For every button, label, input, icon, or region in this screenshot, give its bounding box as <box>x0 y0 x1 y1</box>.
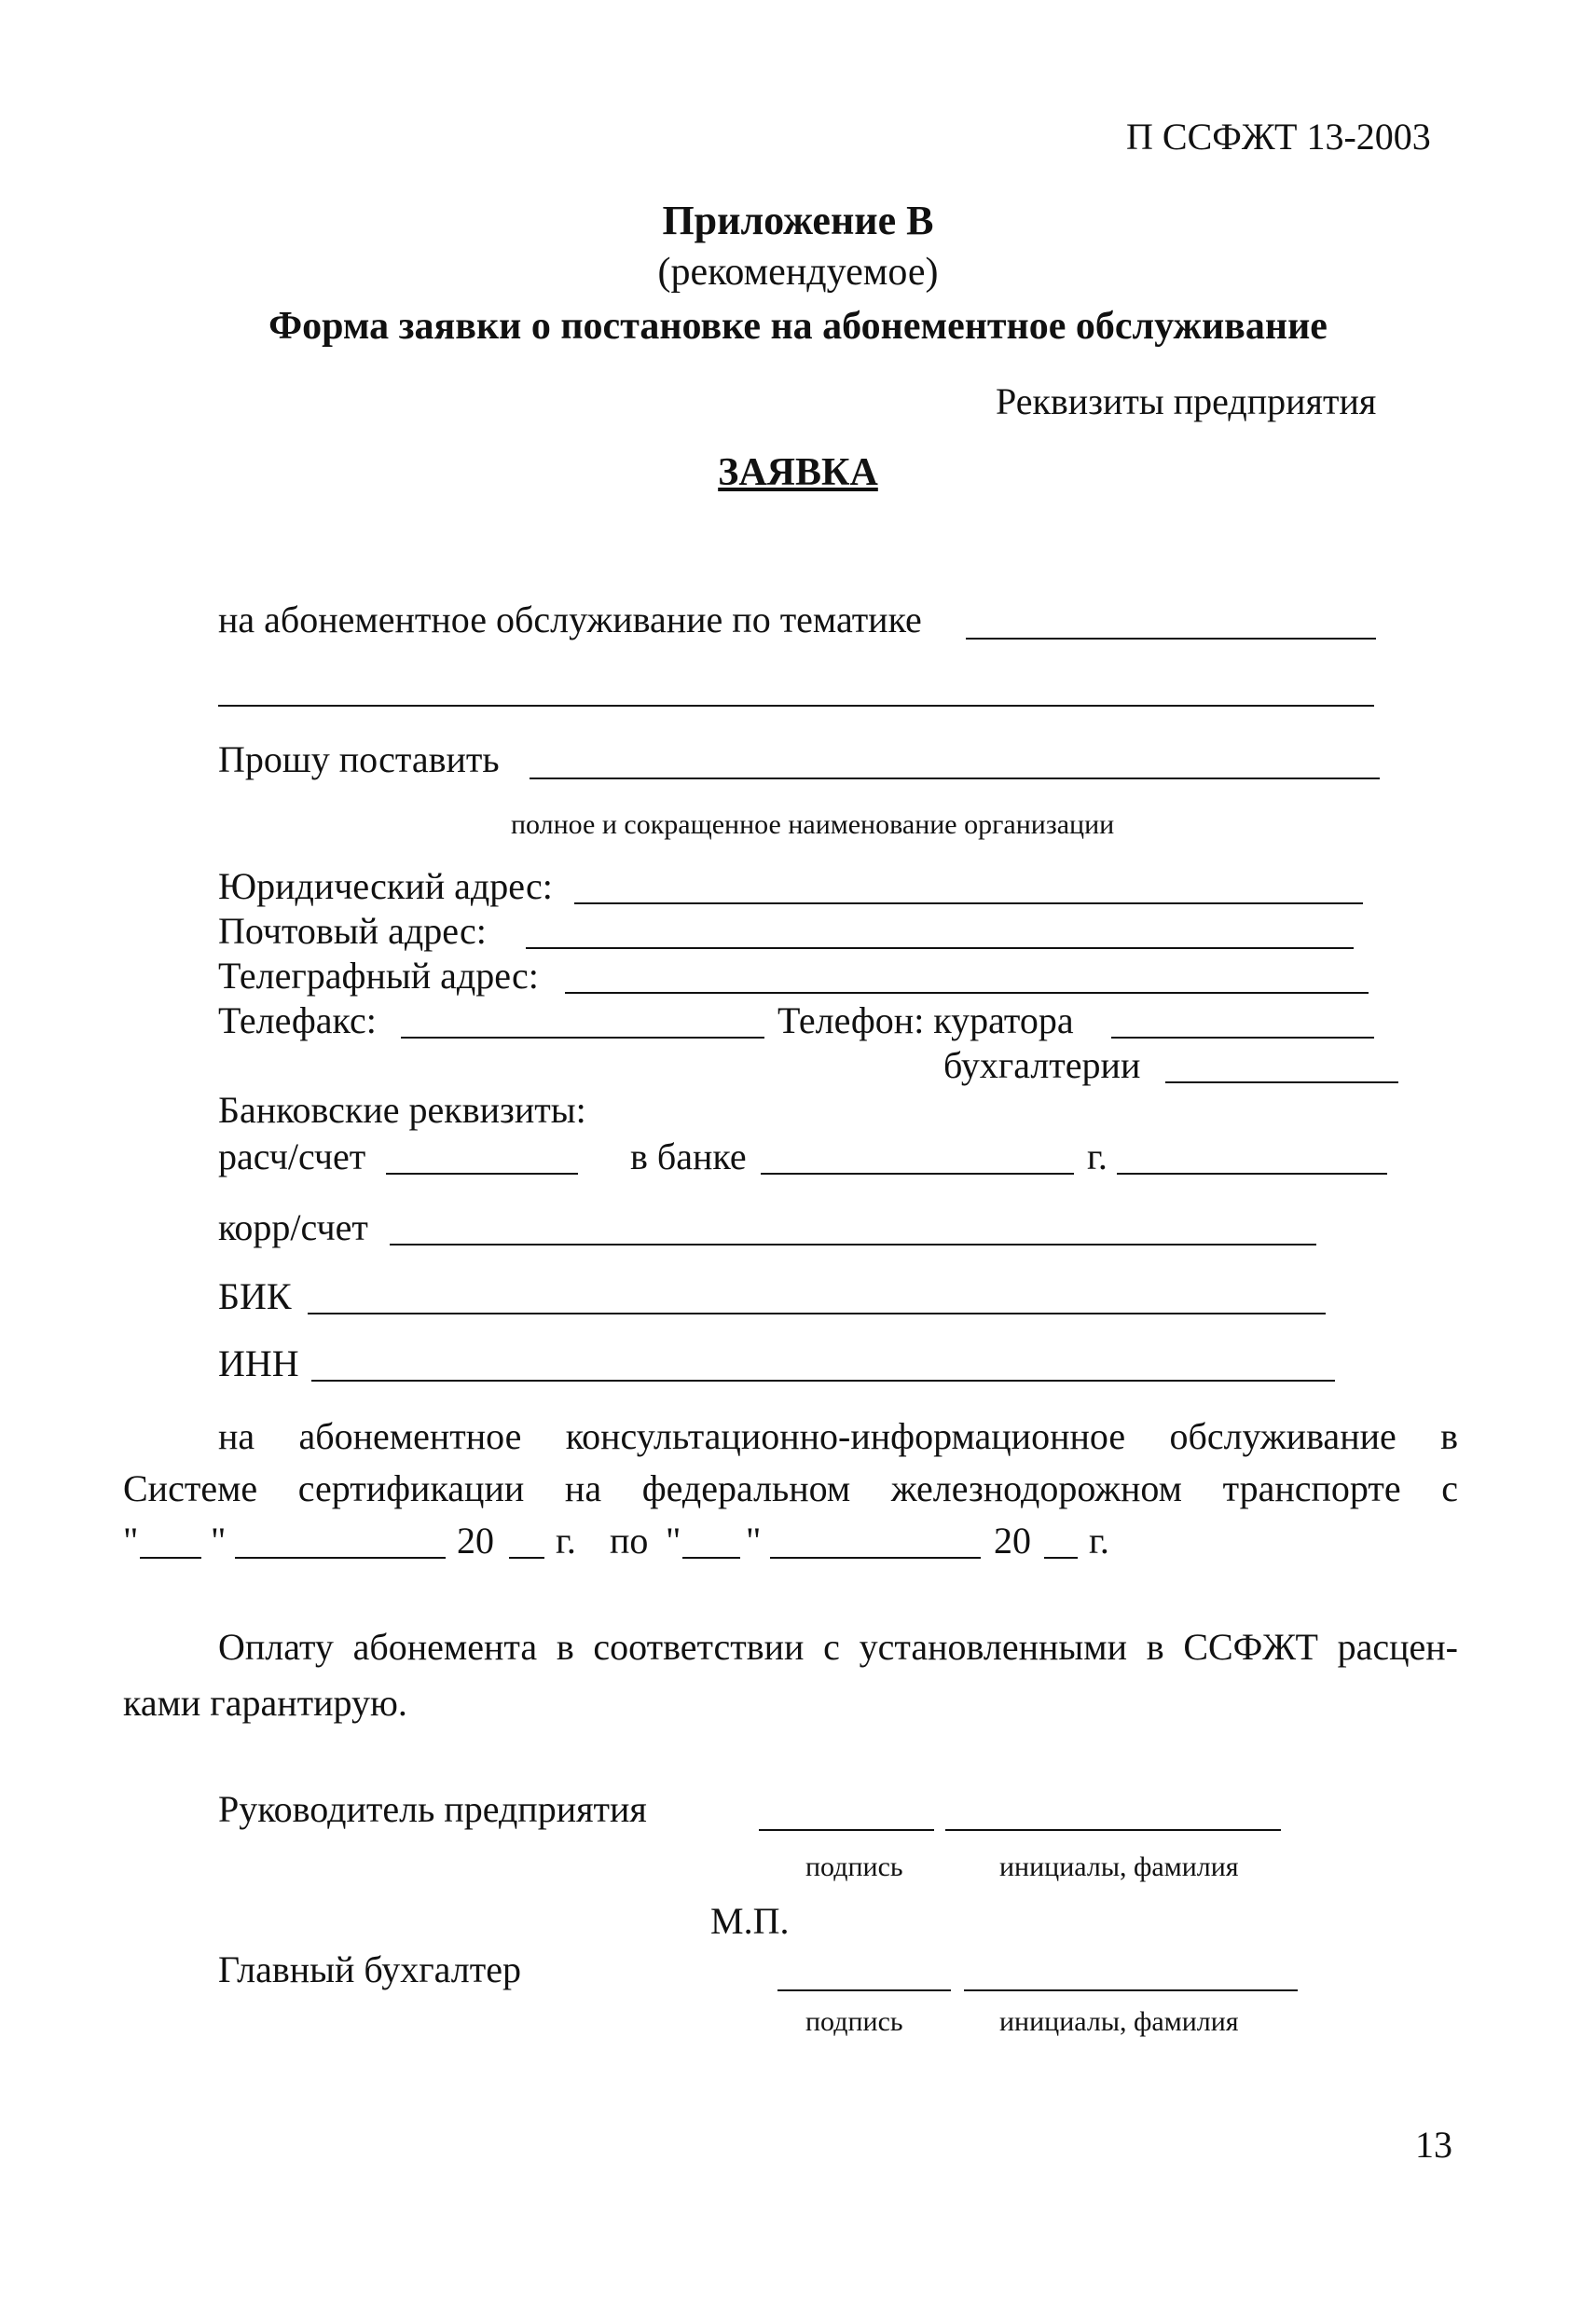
to-word: по <box>610 1520 649 1562</box>
city-label: г. <box>1087 1135 1108 1177</box>
in-bank-label: в банке <box>630 1135 747 1177</box>
payment-paragraph-line1: Оплату абонемента в соответствии с установленными в ССФЖТ расцен- <box>218 1626 1458 1668</box>
director-name-caption: инициалы, фамилия <box>999 1851 1239 1882</box>
end-year-line[interactable] <box>1044 1557 1078 1559</box>
director-label: Руководитель предприятия <box>218 1788 647 1830</box>
phone-accounting-line[interactable] <box>1165 1081 1398 1083</box>
bik-line[interactable] <box>308 1313 1326 1314</box>
chief-accountant-label: Главный бухгалтер <box>218 1948 521 1990</box>
quote-open-2: " <box>666 1520 681 1562</box>
bank-details-label: Банковские реквизиты: <box>218 1089 586 1131</box>
director-signature-line[interactable] <box>759 1829 934 1831</box>
postal-address-label: Почтовый адрес: <box>218 910 487 952</box>
legal-address-label: Юридический адрес: <box>218 865 553 907</box>
start-day-line[interactable] <box>140 1557 201 1559</box>
quote-close-1: " <box>211 1520 227 1562</box>
bik-label: БИК <box>218 1275 292 1317</box>
appendix-status: (рекомендуемое) <box>657 251 939 294</box>
phone-accounting-label: бухгалтерии <box>943 1044 1141 1086</box>
director-name-line[interactable] <box>945 1829 1281 1831</box>
postal-address-line[interactable] <box>526 947 1354 949</box>
corr-account-label: корр/счет <box>218 1206 368 1248</box>
bank-name-line[interactable] <box>761 1173 1074 1175</box>
telegraph-address-label: Телеграфный адрес: <box>218 955 539 997</box>
phone-curator-label: Телефон: куратора <box>777 999 1074 1041</box>
director-signature-caption: подпись <box>805 1851 903 1882</box>
accountant-name-caption: инициалы, фамилия <box>999 2006 1239 2037</box>
start-year-suffix: г. <box>556 1520 576 1562</box>
form-title: Форма заявки о постановке на абонементное обслуживание <box>268 305 1328 348</box>
organization-name-caption: полное и сокращенное наименование организации <box>511 809 1115 840</box>
payment-paragraph-line2: ками гарантирую. <box>123 1682 407 1724</box>
telegraph-address-line[interactable] <box>565 992 1369 994</box>
end-month-line[interactable] <box>770 1557 981 1559</box>
page-number: 13 <box>1415 2124 1452 2166</box>
service-paragraph-line2: Системе сертификации на федеральном железнодорожном транспорте с <box>123 1467 1458 1509</box>
appendix-title: Приложение В <box>662 198 934 243</box>
organization-name-line[interactable] <box>530 778 1380 779</box>
requisites-label: Реквизиты предприятия <box>996 380 1377 422</box>
quote-open-1: " <box>123 1520 139 1562</box>
account-label: расч/счет <box>218 1135 366 1177</box>
phone-curator-line[interactable] <box>1111 1037 1374 1039</box>
request-label: Прошу поставить <box>218 738 500 780</box>
legal-address-line[interactable] <box>574 902 1363 904</box>
inn-line[interactable] <box>311 1380 1335 1382</box>
telefax-label: Телефакс: <box>218 999 377 1041</box>
topic-field-line[interactable] <box>966 638 1376 640</box>
accountant-name-line[interactable] <box>964 1989 1298 1991</box>
quote-close-2: " <box>746 1520 762 1562</box>
telefax-line[interactable] <box>401 1037 764 1039</box>
subscription-topic-label: на абонементное обслуживание по тематике <box>218 599 922 640</box>
accountant-signature-line[interactable] <box>777 1989 951 1991</box>
start-month-line[interactable] <box>235 1557 446 1559</box>
service-paragraph-line1: на абонементное консультационно-информационное обслуживание в <box>218 1415 1458 1457</box>
document-code: П ССФЖТ 13-2003 <box>1126 116 1431 158</box>
city-line[interactable] <box>1117 1173 1387 1175</box>
topic-continuation-line[interactable] <box>218 705 1374 707</box>
start-year-line[interactable] <box>509 1557 544 1559</box>
end-year-prefix: 20 <box>994 1520 1031 1562</box>
inn-label: ИНН <box>218 1342 299 1384</box>
end-year-suffix: г. <box>1089 1520 1109 1562</box>
account-line[interactable] <box>386 1173 578 1175</box>
application-title: ЗАЯВКА <box>718 451 878 494</box>
stamp-placeholder: М.П. <box>710 1900 790 1942</box>
corr-account-line[interactable] <box>390 1244 1316 1245</box>
accountant-signature-caption: подпись <box>805 2006 903 2037</box>
end-day-line[interactable] <box>682 1557 740 1559</box>
start-year-prefix: 20 <box>457 1520 494 1562</box>
